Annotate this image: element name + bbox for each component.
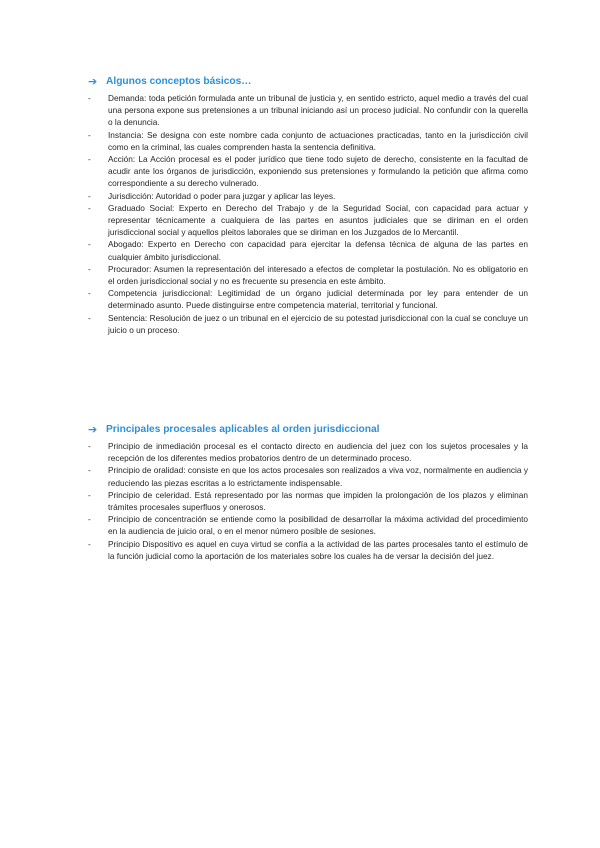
list-item [88, 312, 528, 336]
bullet-dash: - [88, 239, 91, 250]
list-item-text: Abogado: Experto en Derecho con capacidad para ejercitar la defensa técnica de alguna de las partes en cualquier ámbito jurisdiccional. [108, 239, 528, 262]
list-item [88, 92, 528, 129]
list-item-text: Principio Dispositivo es aquel en cuya virtud se confía a la actividad de las partes procesales tanto el estímulo de la función judicial como la aportación de los materiales sobre los cuales ha de versar la decisión del juez. [108, 538, 528, 561]
list-item-text: Principio de concentración se entiende como la posibilidad de desarrollar la máxima actividad del procedimiento en la audiencia de juicio oral, o en el menor número posible de sesiones. [108, 514, 528, 537]
section-basic-concepts [88, 72, 528, 336]
list-item-text: Graduado Social: Experto en Derecho del Trabajo y de la Seguridad Social, con capacidad para actuar y representar técnicamente a cualquiera de las partes en asuntos judiciales que se diriman en el orden jurisdiccional social y aquellos pleitos laborales que se diriman en los Juzgados de lo Mercantil. [108, 202, 528, 238]
list-item [88, 513, 528, 537]
section-title: Algunos conceptos básicos… [106, 75, 252, 87]
list-item [88, 153, 528, 190]
bullet-dash: - [88, 489, 91, 500]
bullet-dash: - [88, 154, 91, 165]
concept-list [88, 92, 528, 336]
list-item [88, 202, 528, 239]
bullet-dash: - [88, 465, 91, 476]
list-item [88, 287, 528, 311]
list-item [88, 129, 528, 153]
bullet-dash: - [88, 93, 91, 103]
principle-list [88, 440, 528, 562]
list-item-text: Jurisdicción: Autoridad o poder para juzgar y aplicar las leyes. [108, 190, 336, 201]
list-item-text: Sentencia: Resolución de juez o un tribunal en el ejercicio de su potestad jurisdiccional con la cual se concluye un juicio o un proceso. [108, 312, 528, 335]
arrow-right-icon: ➔ [88, 422, 98, 436]
bullet-dash: - [88, 263, 91, 274]
bullet-dash: - [88, 538, 91, 549]
bullet-dash: - [88, 288, 91, 299]
bullet-dash: - [88, 312, 91, 323]
list-item [88, 538, 528, 562]
bullet-dash: - [88, 514, 91, 525]
bullet-dash: - [88, 190, 91, 201]
list-item [88, 263, 528, 287]
arrow-right-icon: ➔ [88, 74, 98, 88]
bullet-dash: - [88, 202, 91, 213]
list-item-text: Procurador: Asumen la representación del interesado a efectos de completar la postulación. No es obligatorio en el orden jurisdiccional social y no es frecuente su presencia en este ámbito. [108, 263, 528, 287]
bullet-dash: - [88, 441, 91, 451]
section-heading [88, 72, 528, 90]
section-procedural-principles [88, 420, 528, 562]
section-heading [88, 420, 528, 438]
list-item-text: Demanda: toda petición formulada ante un tribunal de justicia y, en sentido estricto, aquel medio a través del cual una persona expone sus pretensiones a un tribunal iniciando así un proceso judicial. No confundir con la querella o la denuncia. [108, 93, 528, 128]
list-item-text: Acción: La Acción procesal es el poder jurídico que tiene todo sujeto de derecho, consistente en la facultad de acudir ante los órganos de jurisdicción, exponiendo sus pretensiones y formulando la petición que afirma como correspondiente a su derecho vulnerado. [108, 154, 528, 189]
list-item-text: Instancia: Se designa con este nombre cada conjunto de actuaciones practicadas, tanto en la jurisdicción civil como en la criminal, las cuales comprenden hasta la sentencia definitiva. [108, 129, 528, 152]
list-item [88, 190, 528, 202]
section-title: Principales procesales aplicables al orden jurisdiccional [106, 423, 380, 435]
list-item [88, 440, 528, 464]
list-item [88, 464, 528, 488]
bullet-dash: - [88, 129, 91, 140]
list-item-text: Principio de celeridad. Está representado por las normas que impiden la prolongación de los plazos y eliminan trámites procesales superfluos y onerosos. [108, 489, 528, 513]
list-item-text: Principio de inmediación procesal es el contacto directo en audiencia del juez con los sujetos procesales y la recepción de los diferentes medios probatorios dentro de un determinado proceso. [108, 441, 528, 464]
list-item [88, 489, 528, 513]
list-item-text: Competencia jurisdiccional: Legitimidad de un órgano judicial determinada por ley para entender de un determinado asunto. Puede distinguirse entre competencia material, territorial y funcional. [108, 288, 528, 311]
list-item [88, 238, 528, 262]
list-item-text: Principio de oralidad: consiste en que los actos procesales son realizados a viva voz, normalmente en audiencia y reduciendo las piezas escritas a lo estrictamente indispensable. [108, 465, 528, 488]
